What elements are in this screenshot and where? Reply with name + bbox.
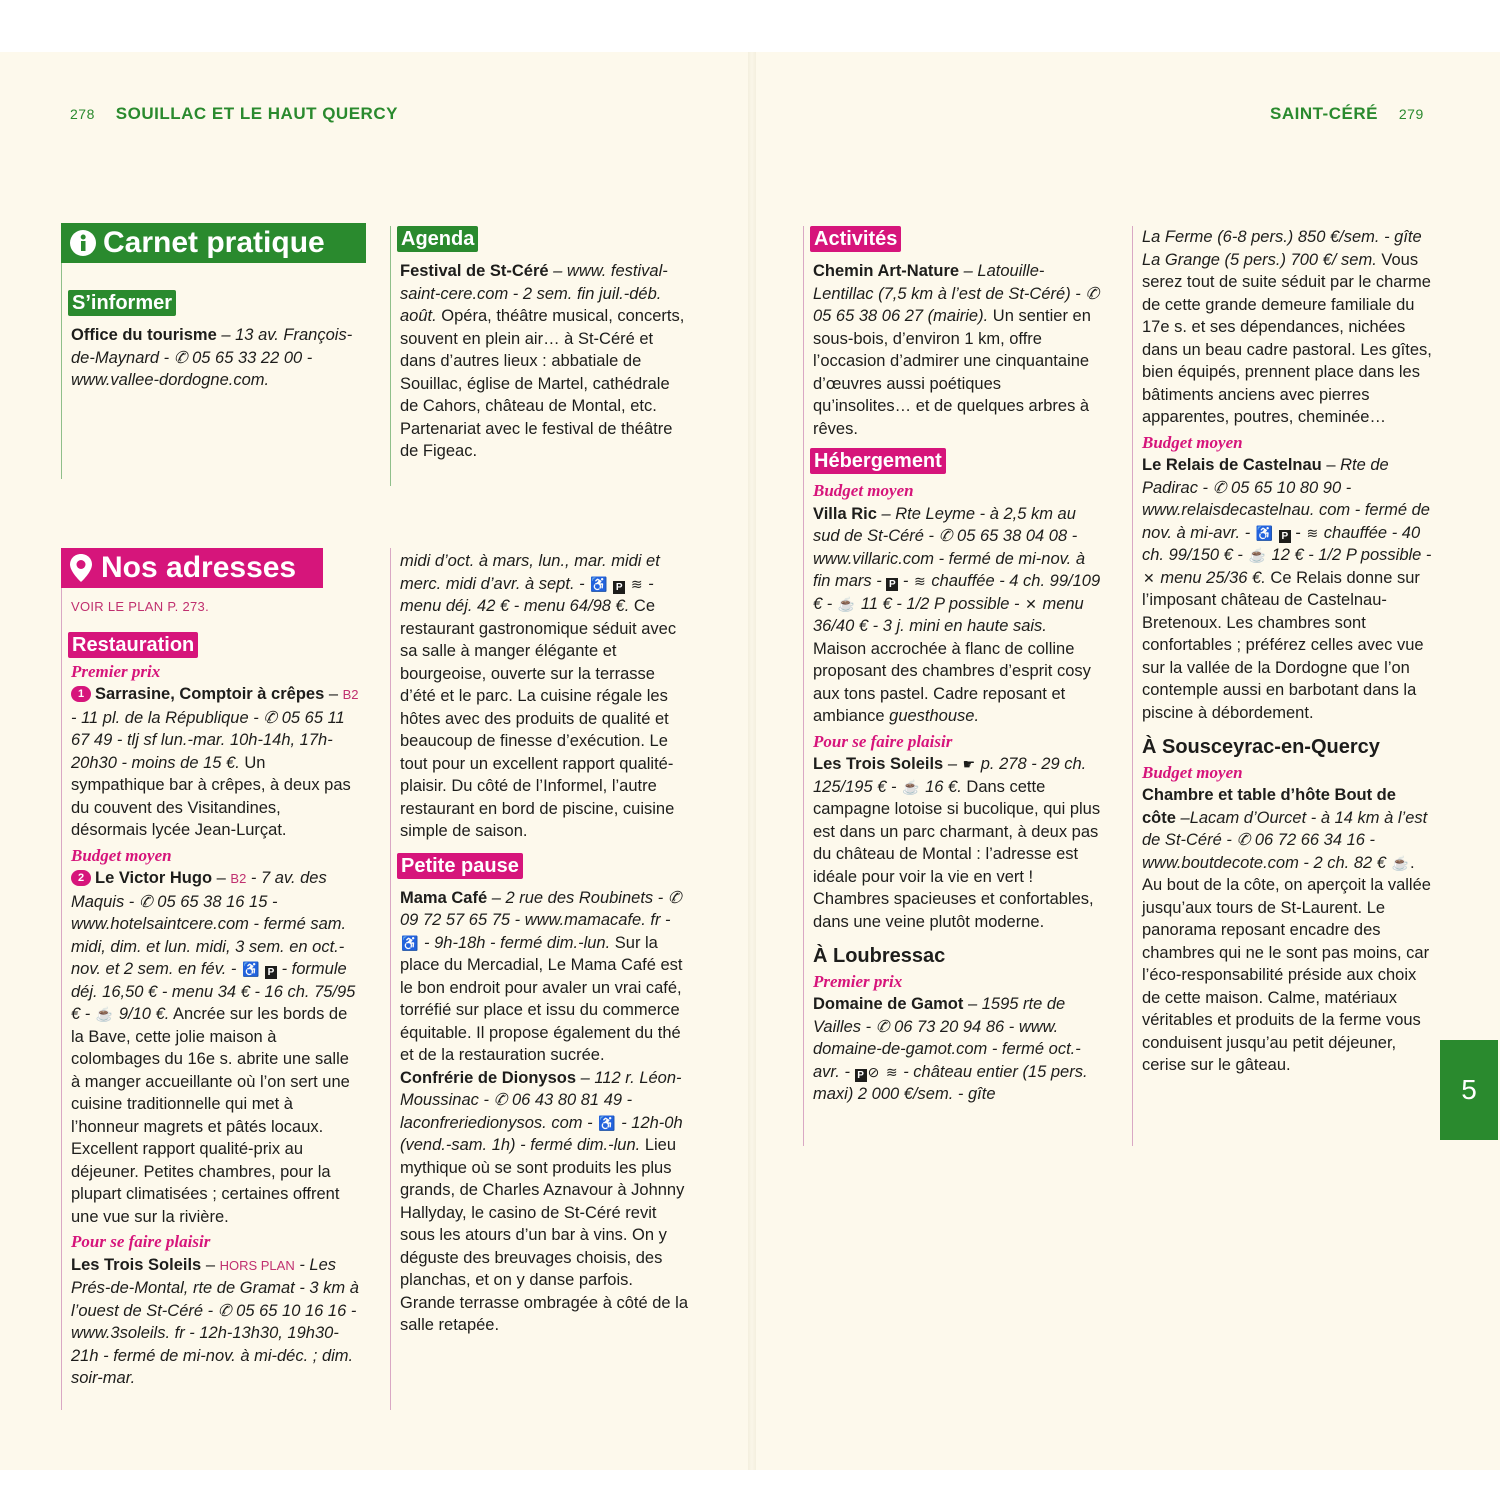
relais-details-d: menu 25/36 €. [1155,568,1266,587]
pool-icon: ≋ [630,575,643,592]
breakfast-icon: ☕ [95,1006,114,1022]
map-ref: B2 [342,687,359,702]
relais-details-b: chauffée - 40 ch. 99/150 € - [1142,523,1421,564]
villa-details-c: chauffée - 4 ch. 99/109 € - [813,572,1101,613]
left-page-number: 278 [70,106,95,122]
soleils-details: – [943,755,962,773]
gamot-details: – 1595 rte de Vailles - ✆ 06 73 20 94 86 - www. domaine-de-gamot.com - fermé oct.-avr. - [813,995,1081,1081]
dash: – [212,869,231,887]
chapter-thumb-tab[interactable] [1440,1040,1498,1140]
column-1-bottom [71,596,361,1390]
restauration-heading: Restauration [68,632,198,658]
pour-plaisir-category: Pour se faire plaisir [813,731,953,751]
restaurant-icon: ✕ [1143,569,1155,586]
dash: – [1321,456,1336,474]
petite-pause-heading: Petite pause [397,853,523,879]
villa-details-d: 11 € - 1/2 P possible - [856,594,1025,613]
mama-text: Sur la place du Mercadial, Le Mama Café est le bon endroit pour avaler un vrai café, torréfié sur place et issu du commerce équitable. Il propose également du thé et de la restauration sucrée. [400,933,683,1064]
chemin-art-nature-entry [813,260,1103,440]
office-tourisme-entry [71,324,361,392]
map-ref: B2 [230,871,247,886]
wheelchair-icon: ♿ [598,1114,616,1131]
premier-prix-category: Premier prix [813,971,903,991]
sarrasine-text: Un sympathique bar à crêpes, à deux pas du couvent des Visitandines, désormais lycée Jean-Lurçat. [71,753,351,839]
premier-prix-category: Premier prix [71,661,161,681]
villa-name: Villa Ric [813,504,877,523]
budget-moyen-category: Budget moyen [71,845,172,865]
nos-adresses-heading [61,548,323,588]
office-details: – 13 av. François-de-Maynard - ✆ 05 65 33 22 00 - www.vallee-dordogne.com. [71,326,353,389]
breakfast-icon: ☕ [1248,547,1266,563]
ferme-details: La Ferme (6-8 pers.) 850 €/sem. - gîte La Grange (5 pers.) 700 €/ sem. [1142,228,1422,269]
breakfast-icon: ☕ [902,778,920,795]
relais-details: Rte de Padirac - ✆ 05 65 10 80 90 - www.relaisdecastelnau. com - fermé de nov. à mi-avr. - [1142,456,1430,542]
chemin-text: Un sentier en sous-bois, d’environ 1 km, offre l’occasion d’admirer une cinquantaine d’œuvres aussi poétiques qu’insolites… et de quelques arbres à rêves. [813,307,1091,438]
right-page-number: 279 [1398,106,1424,122]
left-header-title: SOUILLAC ET LE HAUT QUERCY [115,104,398,123]
festival-details: – www. festival-saint-cere.com - 2 sem. fin juil.-déb. août. [400,262,668,325]
office-name: Office du tourisme [71,326,217,344]
no-pets-icon: ⊘ [867,1063,880,1080]
soleils-details-c: 16 €. [920,777,962,796]
ferme-text: Vous serez tout de suite séduit par le charme de cette grande demeure familiale du 17e s. et ses dépendances, nichées dans un beau cadre pastoral. Les gîtes, bien équipés, prennent place dans les bâtiments anciens avec pierres apparentes, poutres, cheminée… [1142,250,1432,426]
hebergement-heading: Hébergement [810,448,946,474]
villa-details-b: - [898,572,914,590]
pour-plaisir-category: Pour se faire plaisir [71,1232,211,1251]
confrerie-name: Confrérie de Dionysos [400,1068,577,1087]
right-running-header [1270,104,1424,124]
bout-de-cote-entry: Chambre et table d’hôte Bout de côte –Lacam d’Ourcet - à 14 km à l’est de St-Céré - ✆ 06 72 66 34 16 - www.boutdecote.com - 2 ch. 82 € ☕. Au bout de la côte, on aperçoit la vallée jusqu’aux tours de St-Laurent. Le panorama reposant encadre des chambres qui ne le sont pas moins, car l’éco-responsabilité préside aux choix de cette maison. Calme, matériaux véritables et produits de la ferme vous conduisent jusqu’au petit déjeuner, cerise sur le gâteau. [1142,786,1431,1074]
chemin-name: Chemin Art-Nature [813,262,960,280]
gamot-details-b: - château entier (15 pers. maxi) 2 000 €/sem. - gîte [813,1062,1088,1103]
parking-icon: P [265,966,277,979]
map-ref: HORS PLAN [219,1257,295,1273]
sarrasine-name: Sarrasine, Comptoir à crêpes [95,685,325,703]
adresses-title: Nos adresses [101,551,297,584]
pool-icon: ≋ [914,573,926,589]
soleils-details-b: p. 278 - 29 ch. 125/195 € - [813,755,1087,796]
column-1-top [71,290,361,392]
pool-icon: ≋ [1306,524,1319,541]
confrerie-details: – 112 r. Léon-Moussinac - ✆ 06 43 80 81 49 - laconfreriedionysos. com - [400,1068,682,1132]
victor-hugo-text: Ancrée sur les bords de la Bave, cette jolie maison à colombages du 16e s. abrite une salle à manger accueillante où l’on sert une cuisine traditionnelle qui met à l’honneur magrets et pâtés locaux. Excellent rapport qualité-prix au déjeuner. Petites chambres, pour la plupart climatisées ; certaines offrent une vue sur la rivière. [71,1005,350,1226]
trois-soleils-resto-continued [400,550,690,843]
sousceyrac-heading: À Sousceyrac-en-Quercy [1142,736,1380,758]
relais-name: Le Relais de Castelnau [1142,456,1322,474]
dash: – [201,1255,220,1274]
villa-text-italic: guesthouse. [889,707,980,725]
festival-name: Festival de St-Céré [400,262,549,280]
wheelchair-icon: ♿ [401,934,419,951]
bout-details: –Lacam d’Ourcet - à 14 km à l’est de St-Céré - ✆ 06 72 66 34 16 - www.boutdecote.com - 2 ch. 82 € [1142,808,1428,872]
domaine-gamot-continued [1142,226,1432,429]
mama-cafe-entry [400,887,690,1067]
confrerie-details-b: - 12h-0h (vend.-sam. 1h) - fermé dim.-lun. [400,1113,683,1154]
soleils-text: Dans cette campagne lotoise si bucolique, qui plus est dans un parc charmant, à deux pas du château de Montal : l’adresse est idéale pour voir la vie en vert ! Chambres spacieuses et confortables, dans une veine plutôt moderne. [813,777,1101,931]
mama-details: – 2 rue des Roubinets - ✆ 09 72 57 65 75 - www.mamacafe. fr - [400,888,682,929]
col2-rule-bottom [390,548,391,1410]
wheelchair-icon: ♿ [241,961,260,977]
sarrasine-details: - 11 pl. de la République - ✆ 05 65 11 67 49 - tlj sf lun.-mar. 10h-14h, 17h-20h30 - moins de 15 €. [71,708,345,772]
right-header-title: SAINT-CÉRÉ [1270,104,1378,123]
pool-icon: ≋ [885,1063,898,1080]
info-icon [69,229,97,257]
restaurant-icon: ✕ [1025,595,1037,612]
victor-hugo-details-c: 9/10 €. [114,1005,170,1023]
activites-heading: Activités [810,226,901,252]
festival-entry [400,260,690,463]
breakfast-icon: ☕ [1391,854,1409,871]
relais-castelnau-entry: Le Relais de Castelnau – Rte de Padirac - ✆ 05 65 10 80 90 - www.relaisdecastelnau. com - fermé de nov. à mi-avr. - ♿ P - ≋ chauffée - 40 ch. 99/150 € - ☕ 12 € - 1/2 P possible - ✕ menu 25/36 €. Ce Relais donne sur l’imposant château de Castelnau-Bretenoux. Les chambres sont confortables ; préférez celles avec vue sur la vallée de la Dordogne que l’on contemple aussi en barbotant dans la piscine à débordement. [1142,456,1432,722]
col2-rule-top [390,226,391,486]
chemin-details: – Latouille-Lentillac (7,5 km à l’est de St-Céré) - ✆ 05 65 38 06 27 (mairie). [813,262,1100,325]
see-reference-icon: ☛ [962,756,976,772]
cont-text: Ce restaurant gastronomique séduit avec sa salle à manger élégante et bourgeoise, ouverte sur la terrasse d’été et le parc. La cuisine régale les hôtes avec des produits de qualité et beaucoup de finesse d’exécution. Le tout pour un excellent rapport qualité-plaisir. Du côté de l’Informel, l’autre restaurant en bord de piscine, cuisine simple de saison. [400,597,677,840]
trois-soleils-hotel-entry [813,753,1103,933]
gamot-name: Domaine de Gamot [813,995,964,1013]
trois-soleils-details: - Les Prés-de-Montal, rte de Gramat - 3 km à l’ouest de St-Céré - ✆ 05 65 10 16 16 - www.3soleils. fr - 12h-13h30, 19h30-21h - fermé de mi-nov. à mi-déc. ; dim. soir-mar. [71,1255,359,1387]
soleils-name: Les Trois Soleils [813,755,944,773]
dash: – [324,685,339,703]
left-running-header [70,104,398,124]
chapter-number: 5 [1461,1074,1477,1105]
confrerie-entry [400,1067,690,1337]
parking-icon: P [855,1069,867,1082]
col3-rule [803,226,804,1146]
victor-hugo-details-a: - 7 av. des Maquis - ✆ 05 65 38 16 15 - www.hotelsaintcere.com - fermé sam. midi, dim. et lun. midi, 3 sem. en oct.-nov. et 2 sem. en fév. - [71,869,347,978]
relais-details-c: 12 € - 1/2 P possible - [1266,546,1432,564]
sinformer-heading: S’informer [68,290,176,316]
bout-text: Au bout de la côte, on aperçoit la vallée jusqu’aux tours de St-Laurent. Le panorama reposant encadre des chambres qui ne le sont pas moins, car l’éco-responsabilité préside aux choix de cette maison. Calme, matériaux véritables et produits de la ferme vous conduisent jusqu’au petit déjeuner, cerise sur le gâteau. [1142,876,1431,1074]
mama-name: Mama Café [400,888,488,907]
column-3 [813,226,1103,1106]
column-2-bottom [400,550,690,1337]
relais-text: Ce Relais donne sur l’imposant château de Castelnau-Bretenoux. Les chambres sont confortables ; préférez celles avec vue sur la vallée de la Dordogne que l’on contemple aussi en barbotant dans la piscine à débordement. [1142,568,1424,722]
villa-details-a: – Rte Leyme - à 2,5 km au sud de St-Céré - ✆ 05 65 38 04 08 - www.villaric.com - fermé de mi-nov. à fin mars - [813,504,1086,590]
mama-details-b: - 9h-18h - fermé dim.-lun. [419,933,611,952]
carnet-pratique-heading [61,223,366,263]
villa-ric-entry [813,503,1103,728]
voir-plan-link[interactable]: VOIR LE PLAN P. 273. [71,599,209,614]
col1-rule-bottom [61,588,62,1410]
villa-text: Maison accrochée à flanc de colline proposant des chambres d’esprit cosy aux tons pastel. Cadre reposant et ambiance [813,639,1091,725]
trois-soleils-name: Les Trois Soleils [71,1255,202,1274]
confrerie-text: Lieu mythique où se sont produits les plus grands, de Charles Aznavour à Johnny Hallyday, le casino de St-Céré revit sous les atours d’un bar à vins. On y déguste des breuvages choisis, des planchas, et on y danse parfois. Grande terrasse ombragée à côté de la salle retapée. [400,1136,689,1334]
parking-icon: P [613,581,625,594]
col1-rule-top [61,263,62,479]
victor-hugo-name: Le Victor Hugo [95,869,213,887]
column-4 [1142,226,1432,1077]
villa-details-e: menu 36/40 € - 3 j. mini en haute sais. [813,594,1084,635]
sarrasine-entry [71,683,361,842]
agenda-heading: Agenda [397,226,478,252]
festival-text: Opéra, théâtre musical, concerts, souvent en plein air… à St-Céré et dans d’autres lieux : abbatiale de Souillac, église de Martel, cathédrale de Cahors, château de Montal, etc. Partenariat avec le festival de théâtre de Figeac. [400,307,685,460]
cont-details: midi d’oct. à mars, lun., mar. midi et merc. midi d’avr. à sept. - [400,552,660,593]
carnet-title: Carnet pratique [103,226,325,259]
budget-moyen-category: Budget moyen [813,481,914,500]
victor-hugo-details-b: - formule déj. 16,50 € - menu 34 € - 16 ch. 75/95 € - [71,960,356,1023]
map-pin-icon [69,553,93,583]
trois-soleils-resto-entry [71,1254,361,1390]
bout-name: Chambre et table d’hôte Bout de côte [1142,786,1396,827]
domaine-gamot-entry [813,993,1103,1106]
parking-icon: P [1279,530,1291,543]
book-gutter [748,52,756,1470]
victor-hugo-entry [71,867,361,1228]
budget-moyen-category: Budget moyen [1142,432,1243,452]
breakfast-icon: ☕ [837,595,856,612]
marker-badge: 1 [71,686,91,702]
loubressac-heading: À Loubressac [813,945,946,967]
col4-rule [1132,226,1133,1146]
budget-moyen-category: Budget moyen [1142,762,1243,782]
marker-badge: 2 [71,870,91,886]
wheelchair-icon: ♿ [1255,524,1274,541]
cont-details-b: - menu déj. 42 € - menu 64/98 €. [400,574,654,615]
column-2-top [400,226,690,463]
wheelchair-icon: ♿ [590,575,608,592]
parking-icon: P [886,578,898,591]
